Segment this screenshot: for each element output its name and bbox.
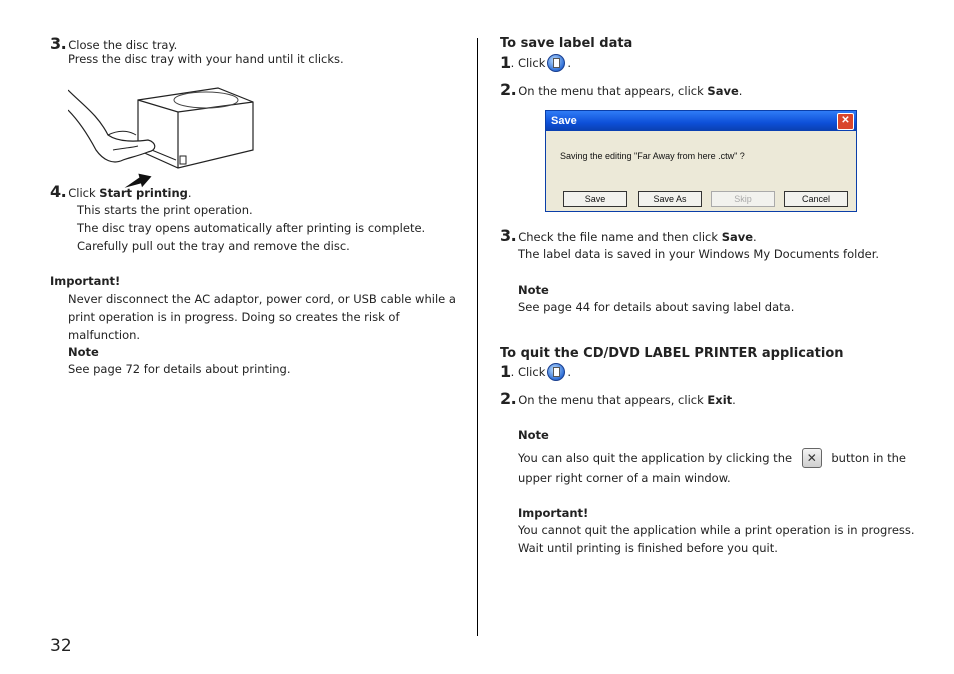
step-4-detail-1: This starts the print operation. <box>77 203 253 217</box>
dialog-close-icon[interactable]: ✕ <box>837 113 854 130</box>
dialog-save-button[interactable]: Save <box>563 191 627 207</box>
step-4-detail-2: The disc tray opens automatically after printing is complete. Carefully pull out the tray and remove the disc. <box>77 221 426 253</box>
important-text: Never disconnect the AC adaptor, power cord, or USB cable while a print operation is in progress. Doing so creates the risk of malfunction. <box>68 292 456 342</box>
save-dialog <box>545 110 857 212</box>
save-note-text: See page 44 for details about saving label data. <box>518 300 795 314</box>
dialog-skip-button[interactable]: Skip <box>711 191 775 207</box>
quit-note-line-2: upper right corner of a main window. <box>518 471 731 485</box>
exit-label: Exit <box>707 393 733 407</box>
step-4 <box>50 182 192 201</box>
save-note-title: Note <box>518 283 549 297</box>
save-label: Save <box>707 84 739 98</box>
column-divider <box>477 38 478 636</box>
quit-important-line-1: You cannot quit the application while a print operation is in progress. <box>518 523 915 537</box>
dialog-titlebar <box>546 111 856 131</box>
step-text: Click Start printing. <box>68 186 192 200</box>
step-number: 1 <box>500 53 511 72</box>
save-heading: To save label data <box>500 36 633 51</box>
note-text: See page 72 for details about printing. <box>68 362 291 376</box>
dialog-save-as-button[interactable]: Save As <box>638 191 702 207</box>
step-text: Close the disc tray. <box>68 38 178 52</box>
disk-icon <box>547 363 565 381</box>
dialog-message: Saving the editing "Far Away from here .ctw" ? <box>560 151 745 161</box>
step-number: 3. <box>500 226 517 245</box>
quit-important-line-2: Wait until printing is finished before you quit. <box>518 541 778 555</box>
save-step-3-detail: The label data is saved in your Windows My Documents folder. <box>518 247 880 261</box>
quit-note-line-1: You can also quit the application by clicking the ✕ button in the <box>518 448 906 468</box>
step-number: 2. <box>500 80 517 99</box>
disk-icon <box>547 54 565 72</box>
step-number: 3. <box>50 34 67 53</box>
printer-tray-illustration <box>68 80 258 190</box>
quit-step-2: 2. On the menu that appears, click Exit. <box>500 389 736 408</box>
quit-note-title: Note <box>518 428 549 442</box>
note-title: Note <box>68 345 99 359</box>
step-number: 4. <box>50 182 67 201</box>
step-3-detail: Press the disc tray with your hand until it clicks. <box>68 52 344 66</box>
dialog-cancel-button[interactable]: Cancel <box>784 191 848 207</box>
quit-important-title: Important! <box>518 506 589 520</box>
step-number: 1 <box>500 362 511 381</box>
start-printing-label: Start printing <box>99 186 188 200</box>
save-label: Save <box>721 230 754 244</box>
step-number: 2. <box>500 389 517 408</box>
quit-heading: To quit the CD/DVD LABEL PRINTER application <box>500 346 844 361</box>
quit-step-1: 1 . Click . <box>500 362 572 381</box>
close-window-icon: ✕ <box>802 448 822 468</box>
save-step-1: 1 . Click . <box>500 53 572 72</box>
save-step-3: 3. Check the file name and then click Save. <box>500 226 757 245</box>
dialog-title: Save <box>551 115 577 127</box>
important-title: Important! <box>50 274 121 288</box>
save-step-2: 2. On the menu that appears, click Save. <box>500 80 743 99</box>
page-number: 32 <box>50 636 72 656</box>
